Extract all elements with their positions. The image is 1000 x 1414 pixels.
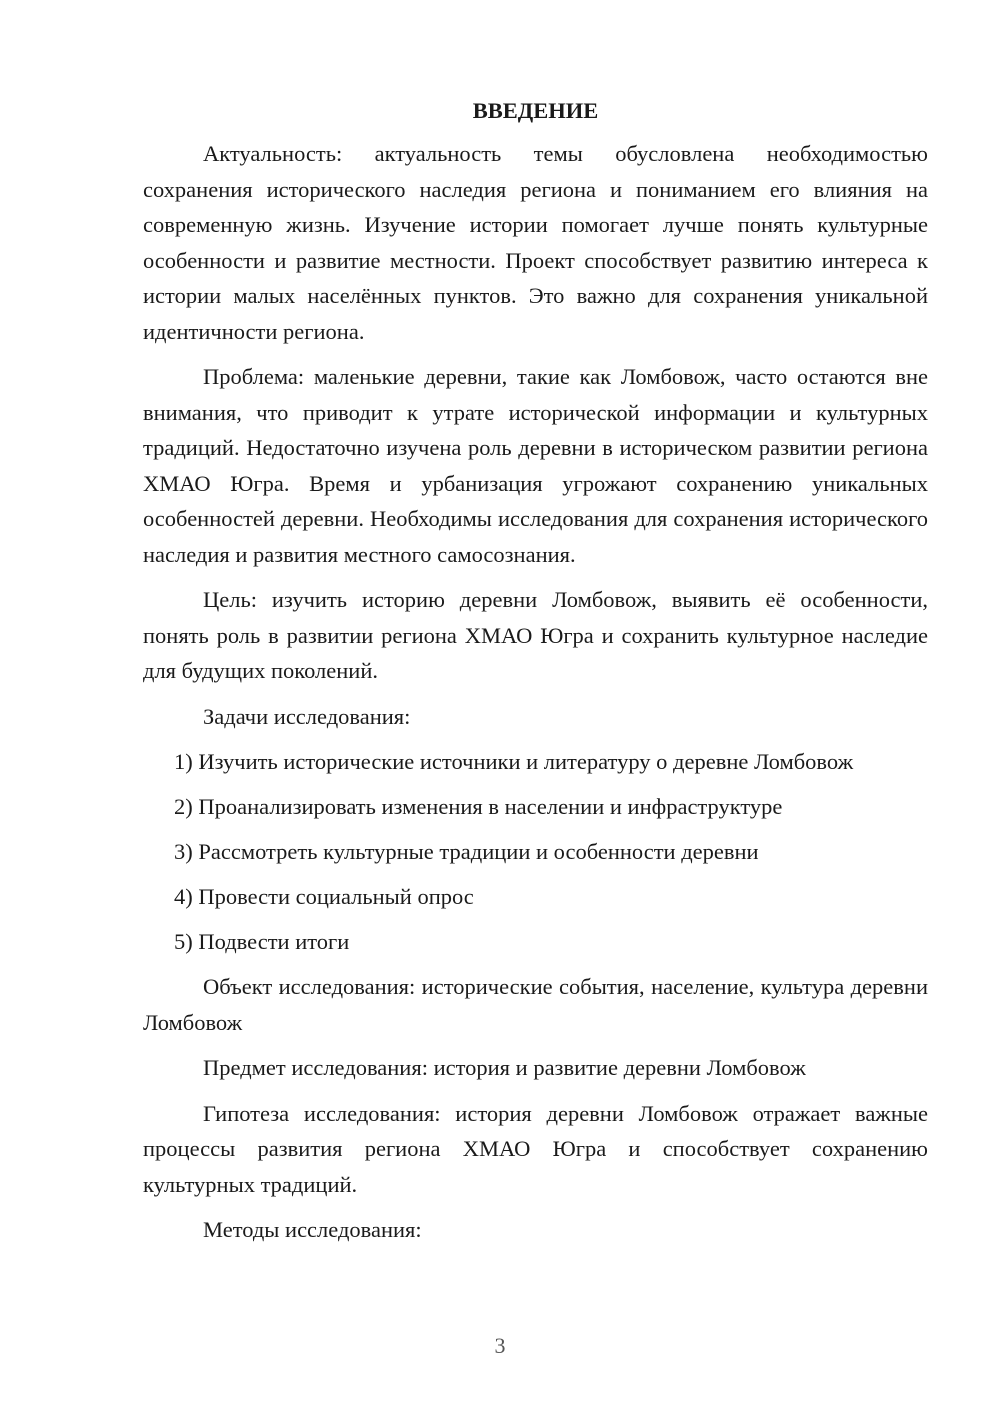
list-item: 3) Рассмотреть культурные традиции и особенности деревни bbox=[174, 839, 759, 865]
problem-paragraph: Проблема: маленькие деревни, такие как Ломбовож, часто остаются вне внимания, что приводит к утрате исторической информации и культурных традиций. Недостаточно изучена роль деревни в историческом развитии региона ХМАО Югра. Время и урбанизация угрожают сохранению уникальных особенностей деревни. Необходимы исследования для сохранения исторического наследия и развития местного самосознания. bbox=[143, 364, 928, 567]
page-content bbox=[143, 96, 928, 1258]
page-number: 3 bbox=[494, 1333, 506, 1358]
hypothesis-paragraph: Гипотеза исследования: история деревни Ломбовож отражает важные процессы развития региона ХМАО Югра и способствует сохранению культурных традиций. bbox=[143, 1100, 928, 1197]
list-item: 1) Изучить исторические источники и литературу о деревне Ломбовож bbox=[174, 749, 854, 774]
object-paragraph: Объект исследования: исторические события, население, культура деревни Ломбовож bbox=[143, 974, 928, 1035]
list-item: 4) Провести социальный опрос bbox=[174, 884, 474, 910]
tasks-list bbox=[143, 744, 928, 960]
subject-paragraph: Предмет исследования: история и развитие деревни Ломбовож bbox=[203, 1055, 806, 1081]
list-item: 5) Подвести итоги bbox=[174, 929, 350, 955]
goal-paragraph: Цель: изучить историю деревни Ломбовож, выявить её особенности, понять роль в развитии региона ХМАО Югра и сохранить культурное наследие для будущих поколений. bbox=[143, 587, 928, 683]
list-item: 2) Проанализировать изменения в населении и инфраструктуре bbox=[174, 794, 783, 820]
page-title: ВВЕДЕНИЕ bbox=[472, 98, 599, 123]
actuality-paragraph: Актуальность: актуальность темы обусловлена необходимостью сохранения исторического наследия региона и пониманием его влияния на современную жизнь. Изучение истории помогает лучше понять культурные особенности и развитие местности. Проект способствует развитию интереса к истории малых населённых пунктов. Это важно для сохранения уникальной идентичности региона. bbox=[143, 141, 928, 344]
methods-heading: Методы исследования: bbox=[203, 1217, 422, 1243]
tasks-heading: Задачи исследования: bbox=[203, 703, 411, 729]
